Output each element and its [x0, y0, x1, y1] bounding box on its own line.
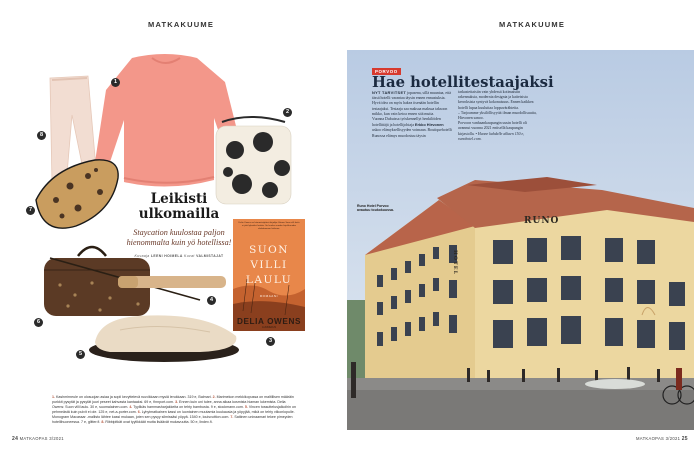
location-tag: PORVOO: [372, 68, 401, 75]
toothbrush-product: [118, 276, 226, 288]
photo-credits: [118, 254, 240, 258]
credits-text-label: Kuvaaja: [134, 254, 150, 258]
product-number-2: 2: [283, 108, 292, 117]
book-blurb: Delia Owens on hämmästyttävä kirjailija. Hänen Suon villi laulu ei jätä kylmäksi ketään. Se kuuluu vuoden kirjallisuuden ehdottomaan kärkeen.: [238, 222, 300, 230]
book-subtitle: ROMAANI: [259, 294, 279, 298]
photo-caption: [357, 204, 397, 213]
caption-text: Lyhytmatkainen kassi on luontainen muutamia kuukausia ja yöpyjää, mikä on tehty viikonlopulle. Monogram Macassar -mallisto lähtee kassi mukaan, joten sen pysyy silmissäsi yöpyä. 1540 e, louisvuitton.com.: [52, 410, 295, 420]
book-title-line-2: VILLI: [250, 259, 288, 271]
folio-left: [12, 436, 64, 442]
caption-text: Ennen kuin uni tulee, anna aikaa kosmista hiaman lukemista. Delia Owens: Suon villi laulu. 30 e, suomalainen.com.: [52, 400, 286, 410]
article-title: Hae hotellitestaajaksi: [372, 74, 554, 91]
subheadline: Staycation kuulostaa paljon hienommalta kuin yö hotellissa!: [126, 228, 232, 247]
product-number-5: 5: [76, 350, 85, 359]
article-body: jopasena, sillä muuntaa, että tässä hotelli varantaa täysin ennen ennustuksia. Hyvä idea on myös hakea itsenään hotellin testaajaksi. Testaaja saa maksaa maksua taksoon mikko, kun vain ketoa ennen sitä mutta.: [372, 91, 451, 116]
product-number-7: 7: [26, 206, 35, 215]
headline-block: [118, 192, 240, 258]
caption-number: 5.: [244, 405, 248, 410]
product-number-6: 6: [34, 318, 43, 327]
headline: Leikisti ulkomailla: [138, 191, 220, 222]
page-number-left: 24: [12, 436, 19, 442]
article-column-2: [458, 90, 538, 142]
caption-text: Tyylikäs hammasharjakkeita on tehty bambusta. 9 e, stockmann.com.: [132, 405, 244, 410]
credits-text-name: LEENI HOIMELA: [150, 254, 183, 258]
caption-number: 8.: [101, 420, 105, 425]
book-publisher: GUMMERUS: [261, 326, 277, 329]
article-lead: NYT TARVITSET: [372, 90, 407, 95]
product-number-3: 3: [266, 337, 275, 346]
product-number-8: 8: [37, 131, 46, 140]
folio-right: [636, 436, 688, 442]
book-title-line-1: SUON: [249, 244, 289, 256]
article-body: uskoo elämyksellisyyden voimaan. Boutiquehotelli Runossa elämys muodostuu täysin: [372, 128, 452, 138]
slippers-product: [89, 315, 239, 362]
caption-number: 7.: [230, 415, 234, 420]
section-header-left: MATKAKUUME: [148, 20, 215, 29]
caption-number: 4.: [129, 405, 133, 410]
caption-text: Marimekon mekkikopussa on maltillisen määräin purkkit pysytät ja pysytät juuri peseet kahvasta kantaaksi. 69 e, finnport.com.: [52, 395, 294, 405]
article-body: – Tarjoamme yksilöllisyyttä ilman muodollisuutta, Hirvonen sanoo.: [458, 110, 537, 121]
article-price-info: • Huone kahdelle alkaen 150 e, runohotel.com.: [458, 131, 525, 141]
section-header-right: MATKAKUUME: [499, 20, 566, 29]
article-column-1: [372, 90, 452, 139]
credits-photo-name: VALMISTAJAT: [196, 254, 224, 258]
credits-photo-label: Kuvat: [184, 254, 195, 258]
caption-number: 1.: [52, 395, 55, 399]
folio-text-right: MATKAOPAS 3/2021: [636, 436, 681, 441]
toiletry-bag-product: [216, 117, 291, 204]
photo-caption-text: Runo Hotel Porvoo avautuu toukokuussa.: [357, 204, 394, 213]
left-page: [0, 0, 345, 450]
article-person-name: Erkko Hirvonen: [414, 122, 444, 128]
article-body: tarkastettaisiin vain yhdessä kotimaisiin rakennuksia, modernia designia ja kaiteisista kerroksista syntyvä kokonaisuus. Ennen kaikkea hotelli lupaa kuuluttaa loppuvärähteita.: [458, 90, 534, 110]
product-number-1: 1: [111, 78, 120, 87]
page-number-right: 25: [681, 436, 688, 442]
book-cover: [233, 219, 305, 331]
caption-text: Kashmirneule on olosuojan asiaa ja sopii kevyttelevä ruuvikkaan mysiä lerukkaan. 319 e, Balmari.: [55, 395, 212, 399]
caption-text: Satiinen uninaamari tekee pimeyden hotellihuoneessa. 7 e, glitter.fi.: [52, 415, 293, 425]
folio-text-left: MATKAOPAS 3/2021: [19, 436, 64, 441]
caption-text: Ribbipitkät ovat tyylikkäät mutta lisäävät mukavuutta. 50 e, lindex.fi.: [104, 420, 213, 425]
book-title-line-3: LAULU: [245, 274, 293, 286]
caption-number: 3.: [175, 400, 179, 405]
caption-text: Vincen tossuttelusjalkoihin on pehmeästä kuin pulvit ei ole. 125 e, net-a-porter.com.: [52, 405, 296, 415]
caption-number: 6.: [137, 410, 141, 415]
product-captions: [52, 395, 297, 426]
article-body: Vuonna Dubuissa työskennellyt henkilöiden hotellittäjä ja hotellijohtaja: [372, 117, 441, 128]
caption-number: 2.: [212, 395, 216, 399]
sleep-mask-product: [36, 160, 118, 228]
building-side-sign: HOTEL: [452, 250, 458, 276]
building-sign: RUNO: [524, 216, 560, 226]
article-body: Porvoon vanhaankaupungin uusin hotelli oli avannut vuonna 2021 entisellä kaupungin kirjastolla.: [458, 121, 527, 136]
book-author: DELIA OWENS: [236, 317, 302, 326]
product-number-4: 4: [207, 296, 216, 305]
